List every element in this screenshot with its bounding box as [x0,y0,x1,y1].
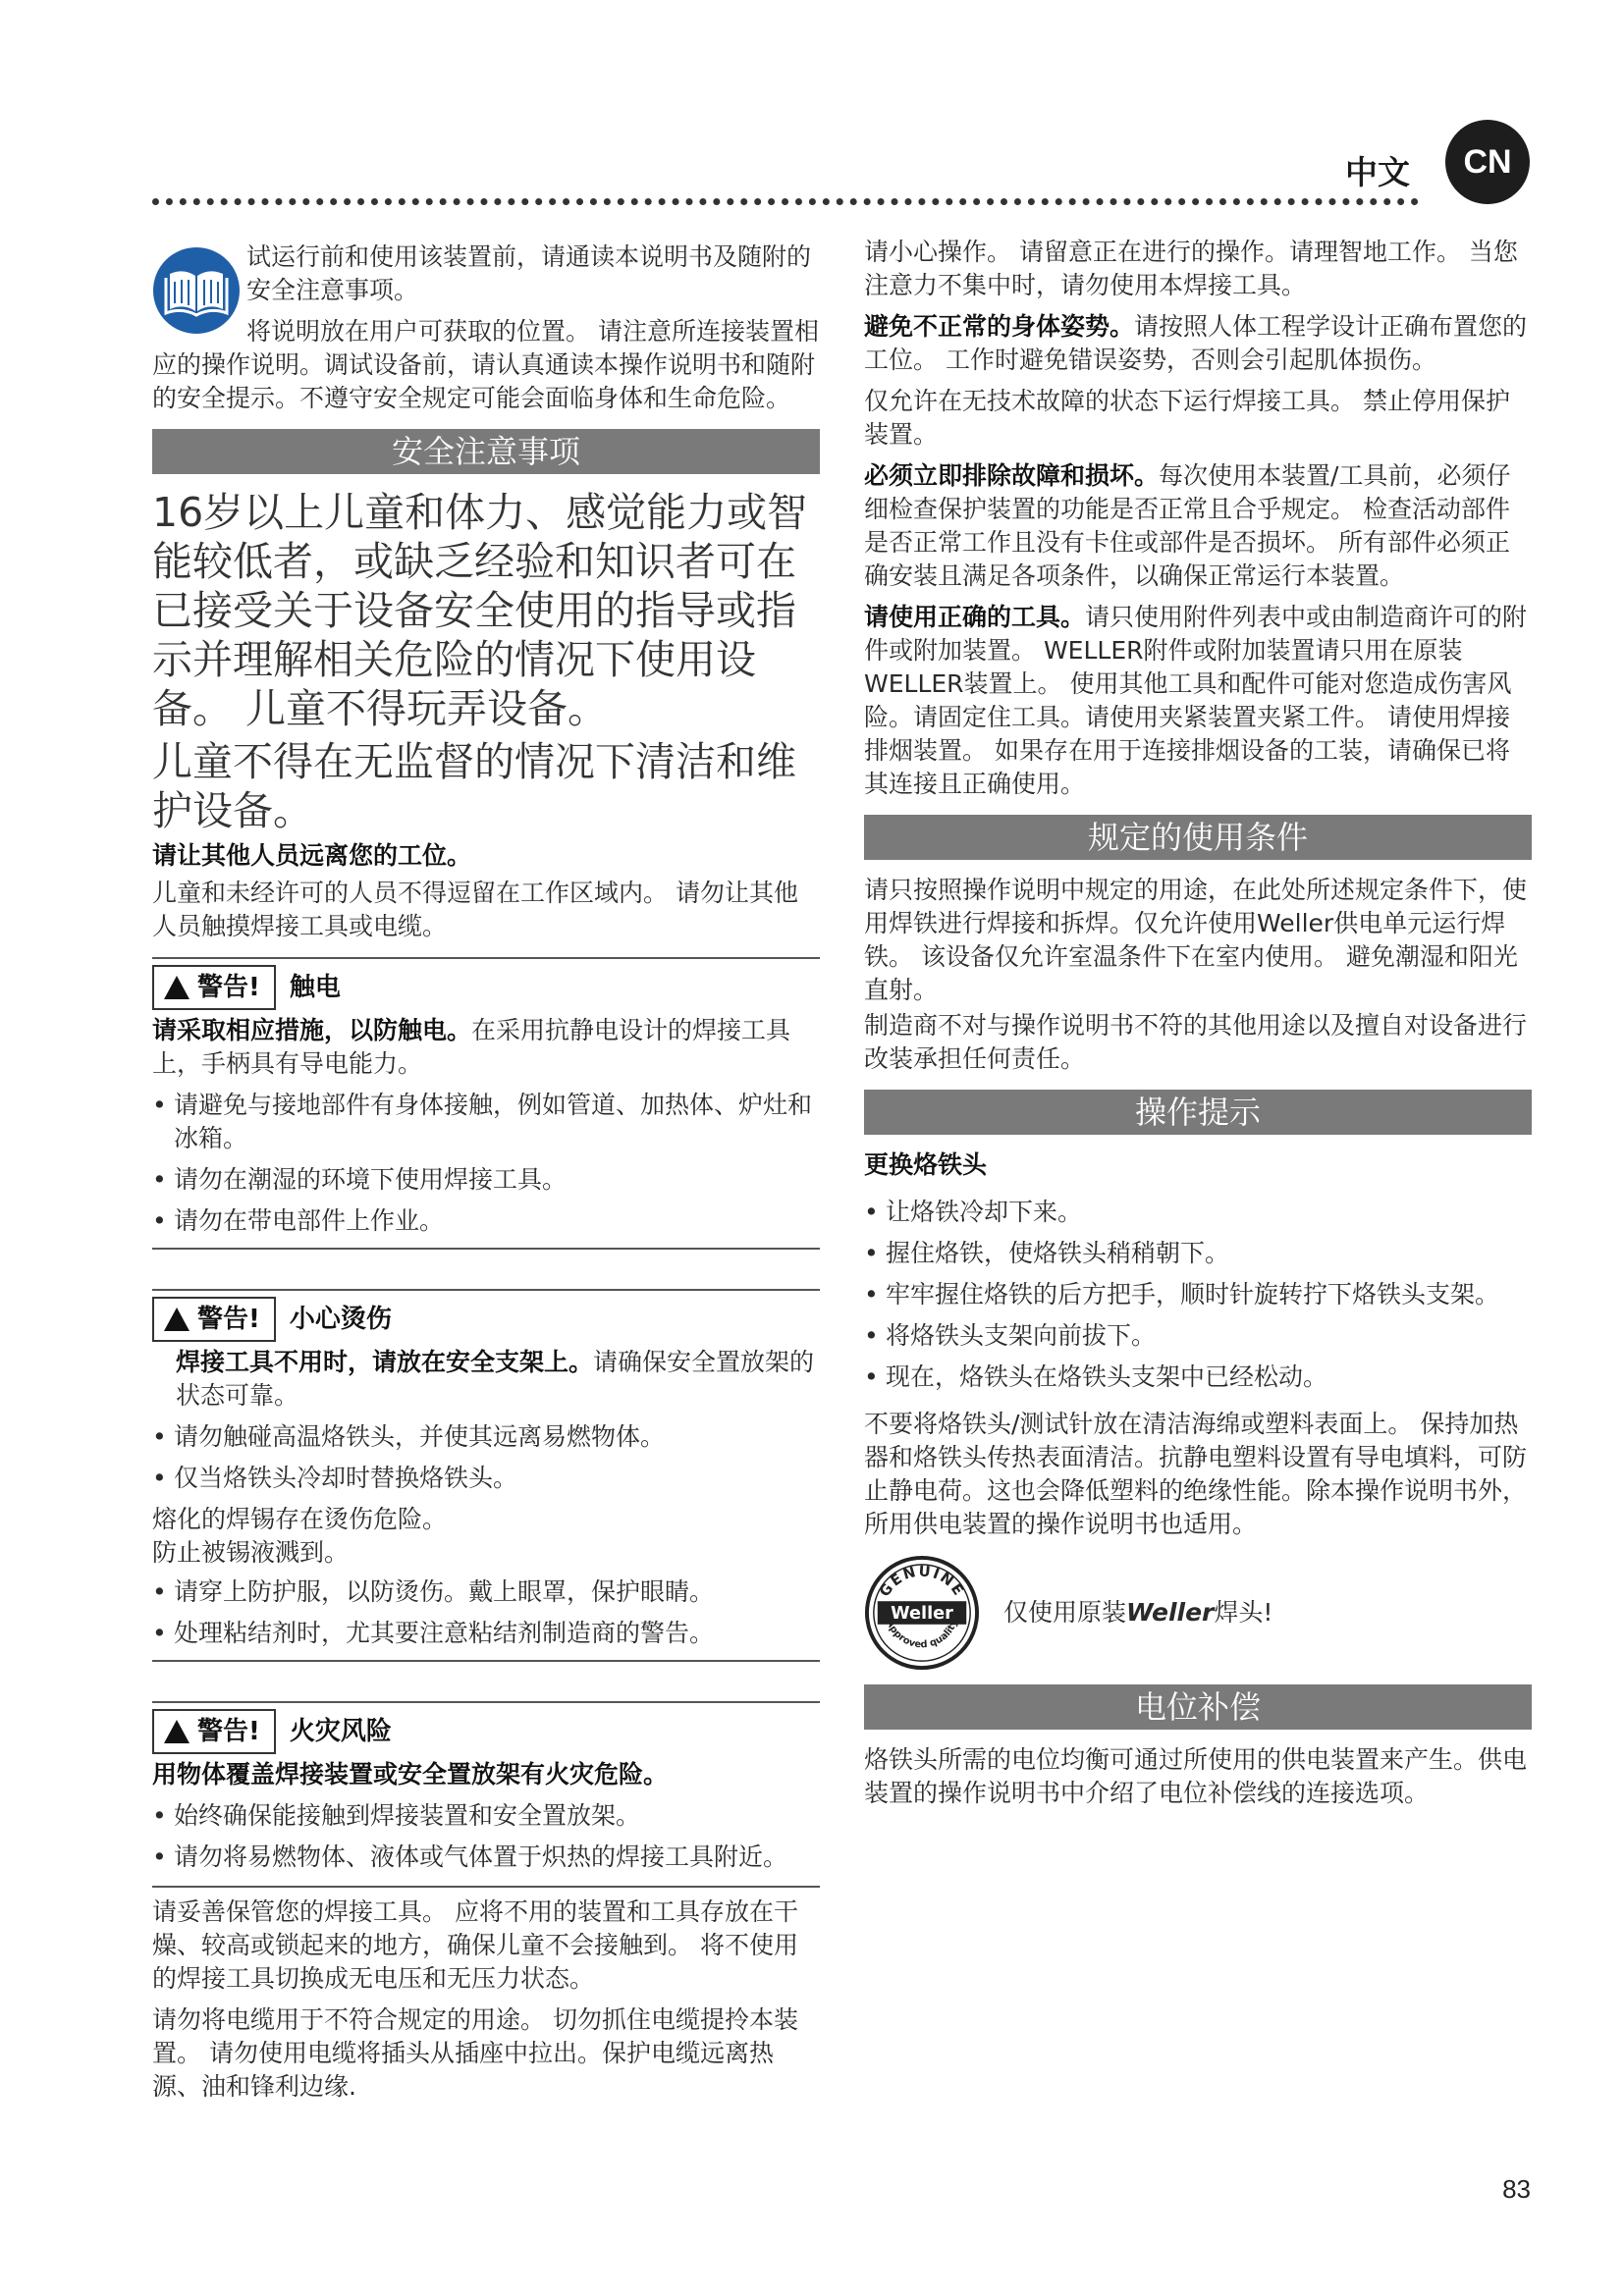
warning-bullet-list [152,1420,820,1495]
warning-bullet-list [152,1575,820,1650]
warning-electric-shock [152,957,820,1250]
warning-lead-text: 请确保安全置放架的状态可靠。 [176,1348,815,1410]
safety-section-title: 安全注意事项 [152,429,820,474]
warning-triangle-icon [164,1308,189,1331]
warning-label: 警告! [197,1305,260,1334]
warning-fire [152,1701,820,1874]
cable-text: 请勿将电缆用于不符合规定的用途。 切勿抓住电缆提拎本装置。 请勿使用电缆将插头从插座中拉出。保护电缆远离热源、油和锋利边缘. [152,2005,798,2101]
manual-book-icon [152,246,241,335]
storage-text: 请妥善保管您的焊接工具。 应将不用的装置和工具存放在干燥、较高或锁起来的地方，确保儿童不会接触到。 将不使用的焊接工具切换成无电压和无压力状态。 [152,1897,798,1993]
warning-end-rule [152,1248,820,1250]
genuine-tips-row [864,1555,1532,1671]
warning-lead [152,1014,820,1081]
warning-end-rule [152,1660,820,1662]
list-item: • 将烙铁头支架向前拔下。 [864,1319,1532,1353]
list-item: • 请穿上防护服，以防烫伤。戴上眼罩，保护眼睛。 [152,1575,820,1609]
warning-bullet-list [152,1799,820,1874]
section-rule [152,1886,820,1888]
list-item: • 处理粘结剂时，尤其要注意粘结剂制造商的警告。 [152,1617,820,1650]
genuine-tips-text [1003,1596,1272,1629]
warning-label-box [152,1709,276,1754]
posture-body: 请按照人体工程学设计正确布置您的工位。 工作时避免错误姿势，否则会引起肌体损伤。 [864,312,1528,374]
intro-body-text: 将说明放在用户可获取的位置。 请注意所连接装置相应的操作说明。调试设备前，请认真通读本操作说明书和随附的安全提示。不遵守安全规定可能会面临身体和生命危险。 [152,317,819,412]
children-warning-2: 儿童不得在无监督的情况下清洁和维护设备。 [152,738,796,834]
list-item: • 始终确保能接触到焊接装置和安全置放架。 [152,1799,820,1833]
tips-subtitle: 更换烙铁头 [864,1150,988,1179]
conditions-section-title: 规定的使用条件 [864,815,1532,860]
warning-lead-text: 在采用抗静电设计的焊接工具上，手柄具有导电能力。 [152,1016,791,1078]
warning-lead-bold: 用物体覆盖焊接装置或安全置放架有火灾危险。 [152,1760,669,1789]
intro-top-text: 试运行前和使用该装置前，请通读本说明书及随附的安全注意事项。 [246,242,812,304]
genuine-brand: Weller [1126,1598,1215,1627]
potential-text: 烙铁头所需的电位均衡可通过所使用的供电装置来产生。供电装置的操作说明书中介绍了电位补偿线的连接选项。 [864,1745,1528,1807]
tool-text [864,601,1532,801]
language-label: 中文 [1345,153,1410,191]
keep-away-body: 儿童和未经许可的人员不得逗留在工作区域内。 请勿让其他人员触摸焊接工具或电缆。 [152,879,798,940]
seal-brand-text: Weller [891,1603,953,1624]
intro [152,240,820,415]
children-warning-1: 16岁以上儿童和体力、感觉能力或智能较低者，或缺乏经验和知识者可在已接受关于设备安全使用的指导或指示并理解相关危险的情况下使用设备。 儿童不得玩弄设备。 [152,489,808,732]
solder-splash-line: 防止被锡液溅到。 [152,1538,350,1567]
list-item: • 现在，烙铁头在烙铁头支架中已经松动。 [864,1361,1532,1394]
solder-burn-line: 熔化的焊锡存在烫伤危险。 [152,1505,448,1533]
right-column [864,236,1532,1818]
tool-bold: 请使用正确的工具。 [864,603,1086,631]
language-badge: CN [1445,120,1530,204]
tips-section-title: 操作提示 [864,1090,1532,1135]
repair-body: 每次使用本装置/工具前，必须仔细检查保护装置的功能是否正常且合乎规定。 检查活动部件是否正常工作且没有卡住或部件是否损坏。 所有部件必须正确安装且满足各项条件，以确保正常运行本装置。 [864,461,1511,590]
list-item: • 让烙铁冷却下来。 [864,1196,1532,1229]
list-item: • 请勿在带电部件上作业。 [152,1204,820,1238]
list-item: • 请勿将易燃物体、液体或气体置于炽热的焊接工具附近。 [152,1841,820,1874]
list-item: • 请避免与接地部件有身体接触，例如管道、加热体、炉灶和冰箱。 [152,1089,820,1155]
warning-lead [152,1346,820,1413]
conditions-text-2: 制造商不对与操作说明书不符的其他用途以及擅自对设备进行改装承担任何责任。 [864,1011,1528,1073]
careful-text: 请小心操作。 请留意正在进行的操作。请理智地工作。 当您注意力不集中时，请勿使用本焊接工具。 [864,238,1518,299]
repair-text [864,459,1532,593]
genuine-post: 焊头! [1214,1598,1273,1627]
list-item: • 牢牢握住烙铁的后方把手，顺时针旋转拧下烙铁头支架。 [864,1278,1532,1311]
list-item: • 请勿在潮湿的环境下使用焊接工具。 [152,1163,820,1197]
warning-topic: 触电 [289,973,341,1002]
tips-bullet-list [864,1196,1532,1394]
dotted-divider [152,198,1419,205]
warning-label-box [152,965,276,1010]
keep-away-title: 请让其他人员远离您的工位。 [152,841,472,870]
list-item: • 请勿触碰高温烙铁头，并使其远离易燃物体。 [152,1420,820,1454]
page-number: 83 [1502,2174,1531,2204]
warning-lead-bold: 请采取相应措施，以防触电。 [152,1016,472,1044]
conditions-text-1: 请只按照操作说明中规定的用途，在此处所述规定条件下，使用焊铁进行焊接和拆焊。仅允许使用Weller供电单元运行焊铁。 该设备仅允许室温条件下在室内使用。 避免潮湿和阳光直射。 [864,876,1528,1004]
list-item: • 握住烙铁，使烙铁头稍稍朝下。 [864,1237,1532,1270]
posture-bold: 避免不正常的身体姿势。 [864,312,1135,341]
warning-topic: 小心烫伤 [289,1305,392,1334]
warning-header [152,1297,820,1342]
tips-paragraph: 不要将烙铁头/测试针放在清洁海绵或塑料表面上。 保持加热器和烙铁头传热表面清洁。抗静电塑料设置有导电填料，可防止静电荷。这也会降低塑料的绝缘性能。除本操作说明书外，所用供电装置的操作说明书也适用。 [864,1410,1528,1538]
no-fault-text: 仅允许在无技术故障的状态下运行焊接工具。 禁止停用保护装置。 [864,387,1510,449]
list-item: • 仅当烙铁头冷却时替换烙铁头。 [152,1462,820,1495]
genuine-pre: 仅使用原装 [1003,1598,1127,1627]
seal-bottom-text: Approved quality [884,1618,960,1651]
warning-label: 警告! [197,973,260,1002]
warning-label: 警告! [197,1717,260,1746]
repair-bold: 必须立即排除故障和损坏。 [864,461,1160,490]
potential-section-title: 电位补偿 [864,1684,1532,1730]
genuine-weller-seal [864,1555,980,1671]
warning-topic: 火灾风险 [289,1717,392,1746]
warning-label-box [152,1297,276,1342]
warning-lead-bold: 焊接工具不用时，请放在安全支架上。 [176,1348,594,1376]
warning-triangle-icon [164,976,189,999]
warning-burns [152,1289,820,1662]
left-column [152,240,820,2111]
warning-bullet-list [152,1089,820,1238]
posture-text [864,310,1532,377]
warning-header [152,1709,820,1754]
seal-top-text: GENUINE [876,1563,968,1600]
warning-header [152,965,820,1010]
tool-body: 请只使用附件列表中或由制造商许可的附件或附加装置。 WELLER附件或附加装置请只用在原装WELLER装置上。 使用其他工具和配件可能对您造成伤害风险。请固定住工具。请使用夹紧装置夹紧工件。 请使用焊接排烟装置。 如果存在用于连接排烟设备的工装，请确保已将其连接且正确使用。 [864,603,1528,798]
warning-triangle-icon [164,1720,189,1743]
